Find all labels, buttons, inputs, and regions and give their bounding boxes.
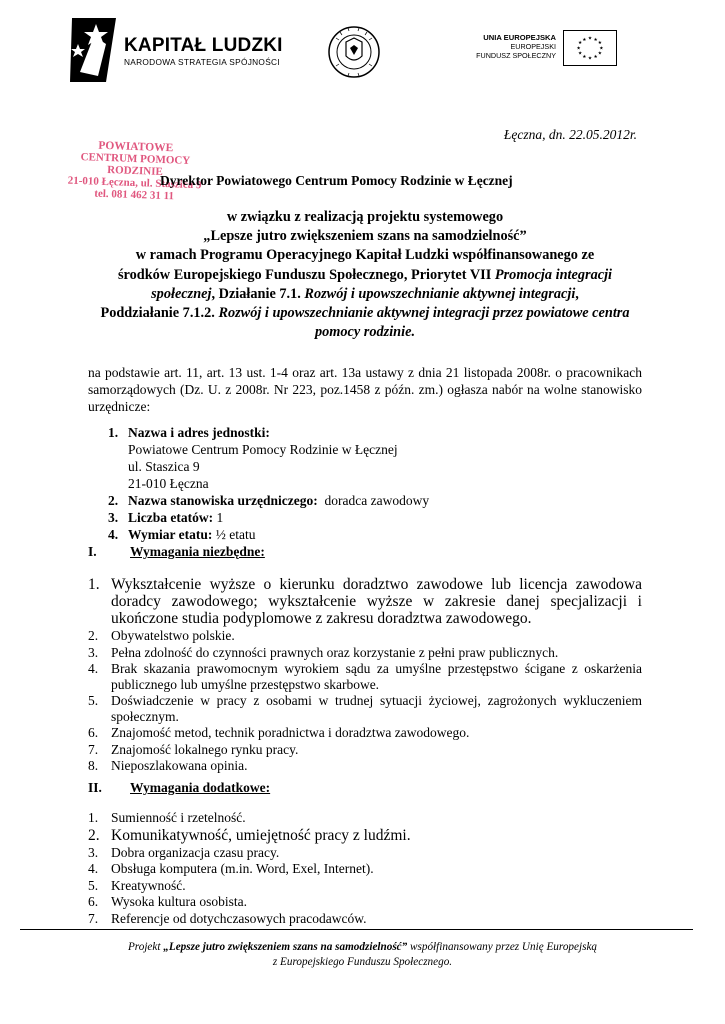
list-item [88,742,642,758]
footer-a: Projekt [127,941,164,953]
section-1-title: Wymagania niezbędne: [130,544,265,559]
list-item [88,628,642,644]
list-item-text: Brak skazania prawomocnym wyrokiem sądu za umyślne przestępstwo ścigane z oskarżenia publicznego lub umyślne przestępstwo skarbowe. [111,661,642,692]
list-item-text: Znajomość metod, technik poradnictwa i doradztwa zawodowego. [111,725,470,740]
list-item-text: Wysoka kultura osobista. [111,894,248,909]
project-line-4 [80,266,650,285]
info-value-4: ½ etatu [215,527,256,542]
required-list [88,576,642,775]
info-num-1: 1. [108,425,119,440]
list-item-text: Komunikatywność, umiejętność pracy z ludźmi. [111,826,411,844]
list-item-number: 7. [88,910,99,926]
info-num-4: 4. [108,527,119,542]
list-item-number: 6. [88,725,99,740]
institution-stamp [59,138,211,203]
project-description [80,208,650,342]
intro-paragraph: na podstawie art. 11, art. 13 ust. 1-4 oraz art. 13a ustawy z dnia 21 listopada 2008r. o pracownikach samorządowych (Dz. U. z 2008r. Nr 223, poz.1458 z późn. zm.) ogłasza nabór na wolne stanowisko urzędnicze: [88,365,642,414]
director-heading: Dyrektor Powiatowego Centrum Pomocy Rodzinie w Łęcznej [160,173,513,188]
svg-text:★: ★ [582,37,587,43]
info-item-unit [88,424,642,441]
list-item-text: Obywatelstwo polskie. [111,628,235,643]
list-item-number: 1. [88,576,100,593]
eu-fund-label [468,33,556,60]
list-item [88,894,642,910]
list-item-text: Obsługa komputera (m.in. Word, Exel, Internet). [111,861,374,876]
list-item-number: 3. [88,844,99,860]
svg-text:★: ★ [577,51,583,57]
list-item [88,576,642,627]
list-item-number: 8. [88,758,99,773]
ue-line-2: EUROPEJSKI [510,42,556,51]
list-item-text: Doświadczenie w pracy z osobami w trudnej sytuacji życiowej, zagrożonych wykluczeniem społecznym. [111,693,642,724]
list-item [88,758,642,774]
svg-text:★: ★ [582,54,587,60]
section-1-roman: I. [88,544,97,559]
info-value-2: doradca zawodowy [324,493,430,508]
project-l7: pomocy rodzinie. [314,324,416,341]
svg-text:★: ★ [593,54,598,60]
project-l6b: Rozwój i upowszechnianie aktywnej integracji przez powiatowe centra [218,305,630,322]
info-label-1: Nazwa i adres jednostki: [128,425,270,440]
section-2-title: Wymagania dodatkowe: [130,780,271,795]
eu-flag-icon [563,30,617,66]
project-l4b: Promocja integracji [494,266,613,283]
info-value-3: 1 [216,510,224,525]
footer-line-2: z Europejskiego Funduszu Społecznego. [272,956,453,968]
svg-text:★: ★ [587,36,593,42]
info-label-2: Nazwa stanowiska urzędniczego: [128,493,318,508]
section-additional-heading [88,780,270,796]
section-2-roman: II. [88,780,102,795]
stamp-line-1: POWIATOWE [98,139,174,155]
svg-text:★: ★ [587,56,593,62]
list-item-number: 2. [88,628,99,643]
project-l5c: Rozwój i upowszechnianie aktywnej integracji [304,285,576,302]
address-line-2: ul. Staszica 9 [128,459,200,474]
kapital-ludzki-title: KAPITAŁ LUDZKI [124,35,283,56]
list-item-number: 5. [88,877,99,893]
project-l6a: Poddziałanie 7.1.2. [100,305,219,322]
list-item-text: Pełna zdolność do czynności prawnych oraz korzystanie z pełni praw publicznych. [111,644,559,660]
footer-divider [20,929,693,930]
section-required-heading [88,544,265,560]
footer-line-1 [80,940,645,955]
ue-line-1: UNIA EUROPEJSKA [483,33,556,42]
stamp-line-3: 21-010 Łęczna, ul. Staszica 9 [67,174,202,192]
list-item [88,878,642,894]
info-item-count [88,509,642,526]
project-line-3: w ramach Programu Operacyjnego Kapitał Ludzki współfinansowanego ze [135,247,595,264]
list-item [88,911,642,927]
list-item [88,725,642,741]
list-item-number: 4. [88,661,99,676]
svg-text:★: ★ [597,51,603,57]
project-l5a: społecznej [151,285,212,302]
project-l5b: , Działanie 7.1. [211,285,305,302]
project-line-1: w związku z realizacją projektu systemowego [226,209,504,225]
list-item [88,845,642,861]
svg-text:★: ★ [599,46,604,52]
list-item-number: 5. [88,693,99,708]
project-l4a: środków Europejskiego Funduszu Społecznego, Priorytet VII [117,266,495,283]
list-item [88,827,642,844]
info-num-2: 2. [108,493,119,508]
kapital-ludzki-subtitle: NARODOWA STRATEGIA SPÓJNOŚCI [124,57,280,67]
footer-b: „Lepsze jutro zwiększeniem szans na samodzielność” [163,941,408,953]
list-item-number: 3. [88,644,99,660]
list-item-text: Sumienność i rzetelność. [111,810,246,825]
list-item-text: Dobra organizacja czasu pracy. [111,844,280,860]
list-item-text: Znajomość lokalnego rynku pracy. [111,741,299,757]
list-item [88,693,642,724]
info-item-position [88,492,642,509]
list-item-text: Kreatywność. [111,877,186,893]
project-line-2: „Lepsze jutro zwiększeniem szans na samodzielność” [203,228,527,245]
list-item [88,810,642,826]
stamp-line-2: CENTRUM POMOCY RODZINIE [80,151,191,178]
address-line-3: 21-010 Łęczna [128,476,209,491]
info-label-4: Wymiar etatu: [128,527,213,542]
additional-list [88,810,642,927]
project-line-7 [80,323,650,342]
project-l5d: , [575,285,579,302]
project-line-5 [80,285,650,304]
svg-text:★: ★ [577,41,583,47]
svg-text:★: ★ [593,37,598,43]
info-item-fte [88,526,642,543]
info-label-3: Liczba etatów: [128,510,214,525]
list-item-number: 2. [88,826,100,844]
stamp-line-4: tel. 081 462 31 11 [94,187,175,203]
ue-line-3: FUNDUSZ SPOŁECZNY [476,51,556,60]
project-line-6 [80,304,650,323]
list-item [88,645,642,661]
list-item-text: Referencje od dotychczasowych pracodawców. [111,910,367,926]
footer-c: współfinansowany przez Unię Europejską [407,941,598,953]
svg-text:★: ★ [597,41,603,47]
list-item-text: Wykształcenie wyższe o kierunku doradztwo zawodowe lub licencja zawodowa doradcy zawodowego; wykształcenie wyższe w zakresie danej specjalizacji i ukończone studia podyplomowe z zakresu doradztwa zawodowego. [111,576,642,627]
info-num-3: 3. [108,510,119,525]
svg-text:★: ★ [576,46,581,52]
list-item-text: Nieposzlakowana opinia. [111,758,248,773]
address-line-1: Powiatowe Centrum Pomocy Rodzinie w Łęcznej [128,442,398,457]
seal-icon [326,24,382,80]
footer-note [80,940,645,970]
list-item-number: 6. [88,894,99,909]
list-item [88,861,642,877]
position-info-list [88,424,642,543]
list-item-number: 1. [88,810,99,825]
list-item [88,661,642,692]
list-item-number: 4. [88,861,99,876]
document-date: Łęczna, dn. 22.05.2012r. [503,127,637,142]
list-item-number: 7. [88,741,99,757]
